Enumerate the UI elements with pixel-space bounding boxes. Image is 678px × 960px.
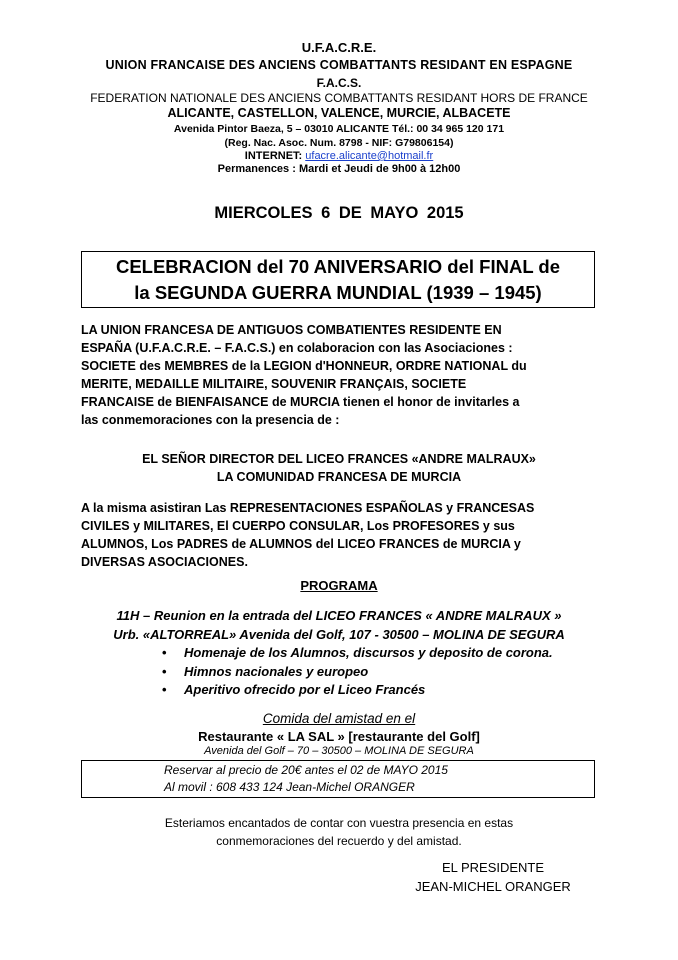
cities-line: ALICANTE, CASTELLON, VALENCE, MURCIE, ALBACETE (167, 106, 511, 120)
program-meeting-line: 11H – Reunion en la entrada del LICEO FRANCES « ANDRE MALRAUX » (116, 608, 562, 623)
intro-line: MERITE, MEDAILLE MILITAIRE, SOUVENIR FRANÇAIS, SOCIETE (81, 377, 467, 391)
facs-acronym: F.A.C.S. (316, 76, 362, 90)
invitation-paragraph (81, 321, 611, 429)
intro-line: ESPAÑA (U.F.A.C.R.E. – F.A.C.S.) en colaboracion con las Asociaciones : (81, 341, 513, 355)
internet-label: INTERNET: (244, 150, 306, 162)
list-item: • Aperitivo ofrecido por el Liceo Francés (162, 682, 553, 701)
presence-block (0, 450, 678, 486)
closing-line: Esteriamos encantados de contar con vuestra presencia en estas (164, 816, 514, 830)
list-item: • Himnos nacionales y europeo (162, 664, 553, 683)
restaurant-address: Avenida del Golf – 70 – 30500 – MOLINA DE SEGURA (204, 745, 474, 757)
attendees-line: A la misma asistiran Las REPRESENTACIONES ESPAÑOLAS y FRANCESAS (81, 501, 535, 515)
restaurant-name: Restaurante « LA SAL » [restaurante del Golf] (198, 729, 480, 744)
address-line: Avenida Pintor Baeza, 5 – 03010 ALICANTE Tél.: 00 34 965 120 171 (173, 123, 505, 135)
federation-name: FEDERATION NATIONALE DES ANCIENS COMBATTANTS RESIDANT HORS DE FRANCE (90, 91, 588, 105)
attendees-paragraph (81, 499, 611, 571)
program-heading: PROGRAMA (300, 578, 378, 593)
closing-line: conmemoraciones del recuerdo y del amistad. (216, 834, 462, 848)
attendees-line: DIVERSAS ASOCIACIONES. (81, 555, 248, 569)
event-title-box (81, 251, 595, 308)
event-title-line-1: CELEBRACION del 70 ANIVERSARIO del FINAL de (115, 256, 561, 277)
event-title-line-2: la SEGUNDA GUERRA MUNDIAL (1939 – 1945) (134, 282, 542, 303)
office-hours: Permanences : Mardi et Jeudi de 9h00 à 12h00 (217, 163, 461, 175)
lunch-heading-text: Comida del amistad en el (262, 711, 416, 726)
intro-line: las conmemoraciones con la presencia de : (81, 413, 340, 427)
intro-line: LA UNION FRANCESA DE ANTIGUOS COMBATIENTES RESIDENTE EN (81, 323, 502, 337)
presence-line: EL SEÑOR DIRECTOR DEL LICEO FRANCES «ANDRE MALRAUX» (142, 452, 536, 466)
signature-block (403, 858, 583, 896)
intro-line: FRANCAISE de BIENFAISANCE de MURCIA tienen el honor de invitarles a (81, 395, 520, 409)
attendees-line: ALUMNOS, Los PADRES de ALUMNOS del LICEO FRANCES de MURCIA y (81, 537, 521, 551)
registration-line: (Reg. Nac. Asoc. Num. 8798 - NIF: G79806154) (224, 137, 454, 149)
attendees-line: CIVILES y MILITARES, El CUERPO CONSULAR, Los PROFESORES y sus (81, 519, 515, 533)
lunch-heading (0, 711, 678, 726)
email-link[interactable]: ufacre.alicante@hotmail.fr (305, 150, 434, 162)
program-list (162, 645, 553, 701)
event-date: MIERCOLES 6 DE MAYO 2015 (214, 204, 464, 222)
signature-role: EL PRESIDENTE (441, 860, 545, 875)
reservation-price: Reservar al precio de 20€ antes el 02 de MAYO 2015 (164, 763, 448, 777)
closing-paragraph (0, 814, 678, 850)
list-item: • Homenaje de los Alumnos, discursos y deposito de corona. (162, 645, 553, 664)
reservation-box (81, 760, 595, 798)
signature-name: JEAN-MICHEL ORANGER (415, 879, 571, 894)
program-address-line: Urb. «ALTORREAL» Avenida del Golf, 107 - 30500 – MOLINA DE SEGURA (113, 627, 565, 642)
org-full-name: UNION FRANCAISE DES ANCIENS COMBATTANTS RESIDANT EN ESPAGNE (105, 58, 573, 72)
internet-line (0, 150, 678, 162)
reservation-contact: Al movil : 608 433 124 Jean-Michel ORANGER (164, 780, 415, 794)
intro-line: SOCIETE des MEMBRES de la LEGION d'HONNEUR, ORDRE NATIONAL du (81, 359, 527, 373)
presence-line: LA COMUNIDAD FRANCESA DE MURCIA (216, 470, 462, 484)
org-acronym: U.F.A.C.R.E. (301, 40, 377, 55)
